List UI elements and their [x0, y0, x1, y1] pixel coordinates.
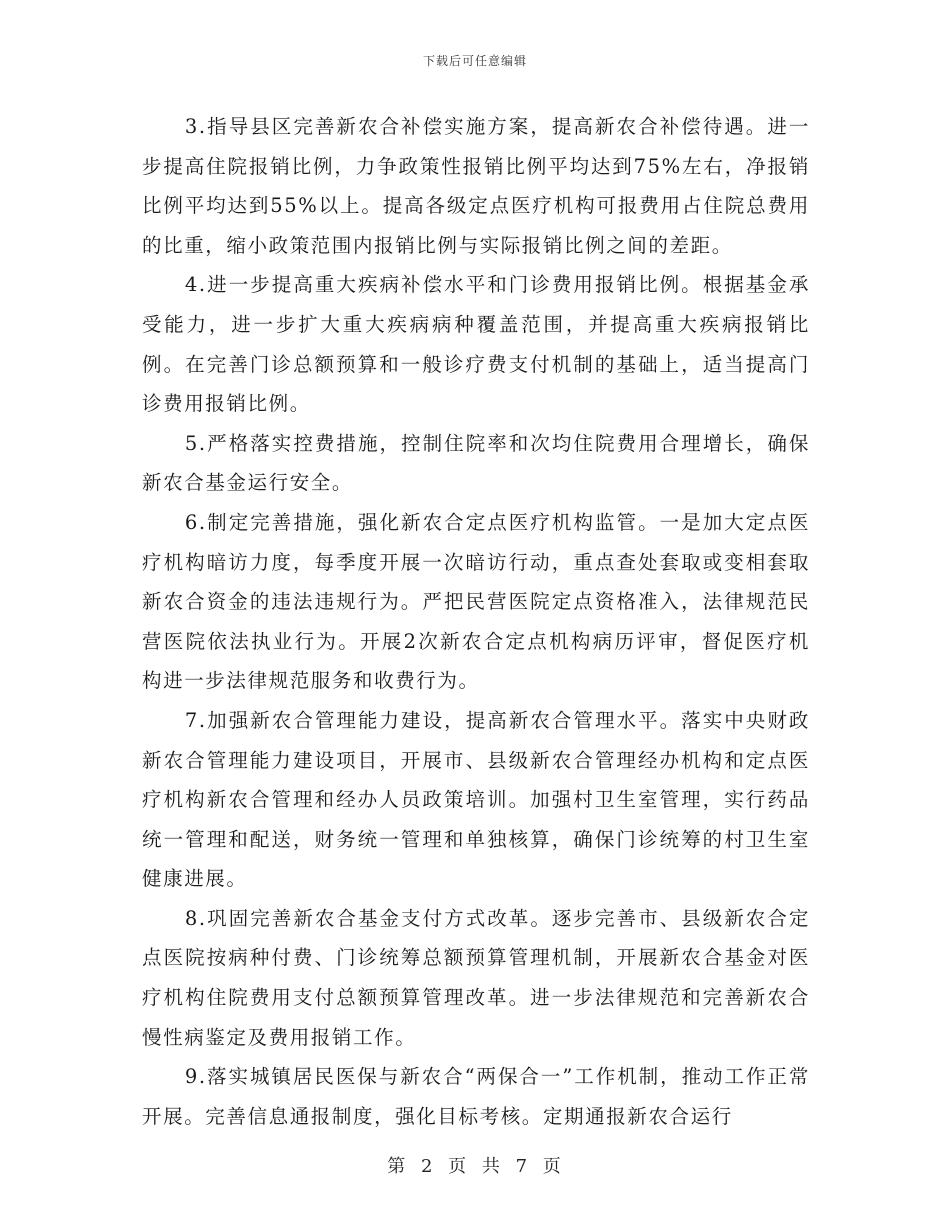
- document-body: [142, 107, 810, 1136]
- paragraph-item-7: 7.加强新农合管理能力建设，提高新农合管理水平。落实中央财政新农合管理能力建设项目，开展市、县级新农合管理经办机构和定点医疗机构新农合管理和经办人员政策培训。加强村卫生室管理，实行药品统一管理和配送，财务统一管理和单独核算，确保门诊统筹的村卫生室健康进展。: [142, 708, 810, 891]
- page-header-note: 下载后可任意编辑: [422, 54, 527, 68]
- paragraph-item-5: 5.严格落实控费措施，控制住院率和次均住院费用合理增长，确保新农合基金运行安全。: [142, 431, 810, 495]
- paragraph-item-8: 8.巩固完善新农合基金支付方式改革。逐步完善市、县级新农合定点医院按病种付费、门诊统筹总额预算管理机制，开展新农合基金对医疗机构住院费用支付总额预算管理改革。进一步法律规范和完善新农合慢性病鉴定及费用报销工作。: [142, 906, 810, 1049]
- paragraph-item-6: 6.制定完善措施，强化新农合定点医疗机构监管。一是加大定点医疗机构暗访力度，每季度开展一次暗访行动，重点查处套取或变相套取新农合资金的违法违规行为。严把民营医院定点资格准入，法律规范民营医院依法执业行为。开展2次新农合定点机构病历评审，督促医疗机构进一步法律规范服务和收费行为。: [142, 510, 810, 693]
- paragraph-item-4: 4.进一步提高重大疾病补偿水平和门诊费用报销比例。根据基金承受能力，进一步扩大重大疾病病种覆盖范围，并提高重大疾病报销比例。在完善门诊总额预算和一般诊疗费支付机制的基础上，适当提高门诊费用报销比例。: [142, 273, 810, 416]
- page-number-footer: 第 2 页 共 7 页: [387, 1156, 563, 1177]
- paragraph-item-3: 3.指导县区完善新农合补偿实施方案，提高新农合补偿待遇。进一步提高住院报销比例，力争政策性报销比例平均达到75%左右，净报销比例平均达到55%以上。提高各级定点医疗机构可报费用占住院总费用的比重，缩小政策范围内报销比例与实际报销比例之间的差距。: [142, 115, 810, 257]
- paragraph-item-9: 9.落实城镇居民医保与新农合“两保合一”工作机制，推动工作正常开展。完善信息通报制度，强化目标考核。定期通报新农合运行: [142, 1065, 810, 1128]
